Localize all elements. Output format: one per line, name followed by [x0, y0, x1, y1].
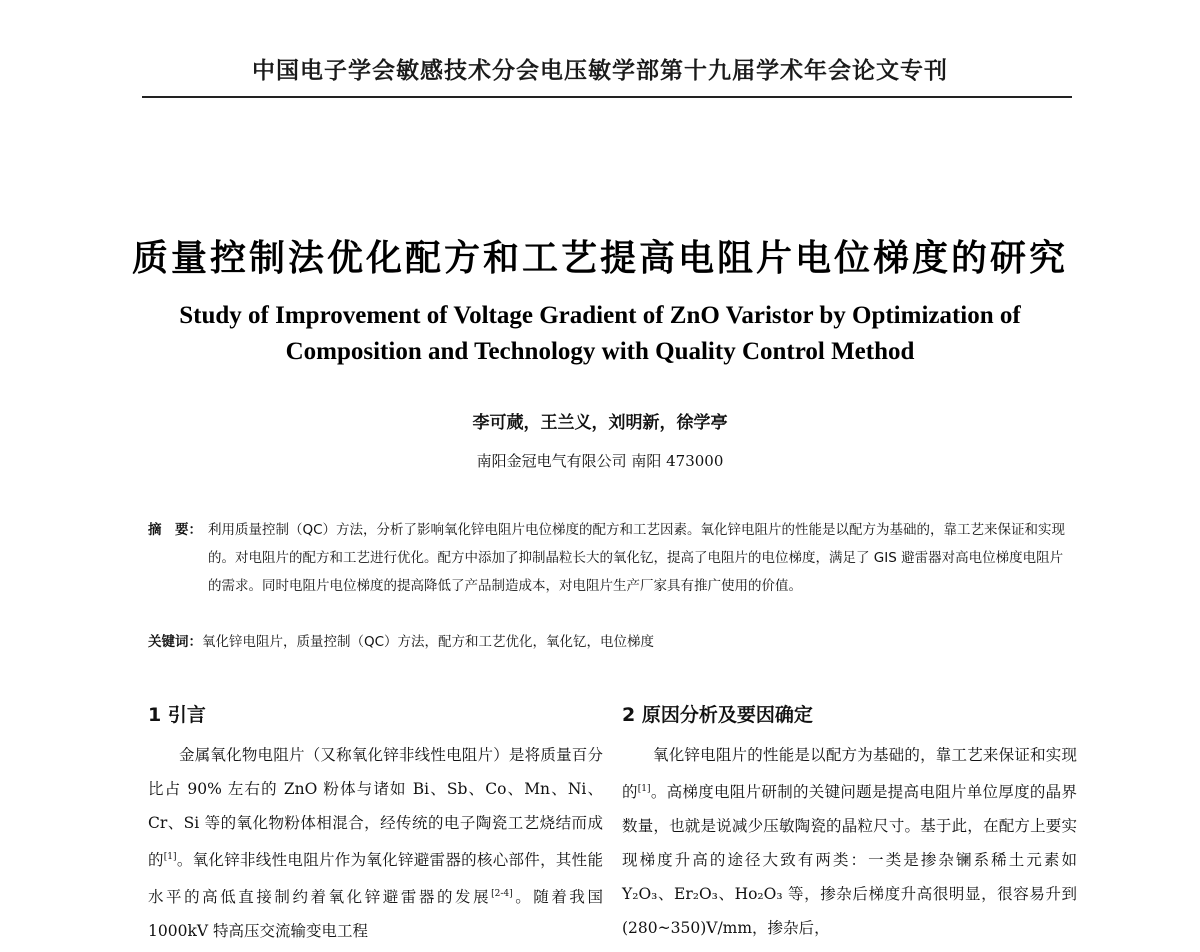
journal-header: 中国电子学会敏感技术分会电压敏学部第十九届学术年会论文专刊	[252, 58, 948, 84]
affiliation: 南阳金冠电气有限公司 南阳 473000	[476, 452, 724, 470]
paper-title-en-line1: Study of Improvement of Voltage Gradient of ZnO Varistor by Optimization of	[179, 302, 1021, 329]
abstract-text: 利用质量控制（QC）方法，分析了影响氧化锌电阻片电位梯度的配方和工艺因素。氧化锌电阻片的性能是以配方为基础的，靠工艺来保证和实现的。对电阻片的配方和工艺进行优化。配方中添加了抑制晶粒长大的氧化钇，提高了电阻片的电位梯度，满足了 GIS 避雷器对高电位梯度电阻片的需求。同时电阻片电位梯度的提高降低了产品制造成本，对电阻片生产厂家具有推广使用的价值。	[208, 522, 1066, 594]
s1-text-b: 。氧化锌非线性电阻片作为氧化锌避雷器的核心部件，其性能水平的高低直接制约着氧化锌避雷器的发展	[148, 851, 603, 907]
section-2-paragraph	[622, 738, 1077, 945]
authors: 李可蒇，王兰义，刘明新，徐学亭	[472, 413, 728, 433]
paper-title-en-line2: Composition and Technology with Quality Control Method	[285, 338, 915, 365]
s1-ref-1: [1]	[163, 852, 177, 862]
section-2-body	[622, 738, 1077, 945]
keywords-text: 氧化锌电阻片，质量控制（QC）方法，配方和工艺优化，氧化钇，电位梯度	[202, 634, 655, 650]
section-1-paragraph	[148, 738, 603, 948]
section-1-body	[148, 738, 603, 948]
section-1-title: 1 引言	[148, 704, 206, 726]
section-2-title: 2 原因分析及要因确定	[622, 704, 813, 726]
s1-ref-2: [2-4]	[491, 889, 513, 900]
paper-title-cn: 质量控制法优化配方和工艺提高电阻片电位梯度的研究	[131, 238, 1068, 279]
keywords	[148, 630, 1076, 654]
s2-text-b: 。高梯度电阻片研制的关键问题是提高电阻片单位厚度的晶界数量，也就是说减少压敏陶瓷的晶粒尺寸。基于此，在配方上要实现梯度升高的途径大致有两类：一类是掺杂镧系稀土元素如 Y₂O₃、Er₂O₃、Ho₂O₃ 等，掺杂后梯度升高很明显，很容易升到 (280~350)V/mm，掺杂后，	[622, 783, 1077, 938]
s2-ref-1: [1]	[637, 784, 651, 794]
s2-text-a: 氧化锌电阻片的性能是以配方为基础的，靠工艺来保证和实现的	[622, 746, 1077, 802]
header-rule	[142, 96, 1072, 98]
s1-text-a: 金属氧化物电阻片（又称氧化锌非线性电阻片）是将质量百分比占 90% 左右的 ZnO 粉体与诸如 Bi、Sb、Co、Mn、Ni、Cr、Si 等的氧化物粉体相混合，经传统的电子陶瓷工艺烧结而成的	[148, 746, 603, 870]
abstract	[148, 516, 1076, 600]
paper-title-en	[100, 298, 1100, 370]
s1-text-c: 。随着我国 1000kV 特高压交流输变电工程	[148, 888, 603, 941]
keywords-label: 关键词：	[148, 634, 202, 650]
abstract-label: 摘 要：	[148, 522, 202, 538]
